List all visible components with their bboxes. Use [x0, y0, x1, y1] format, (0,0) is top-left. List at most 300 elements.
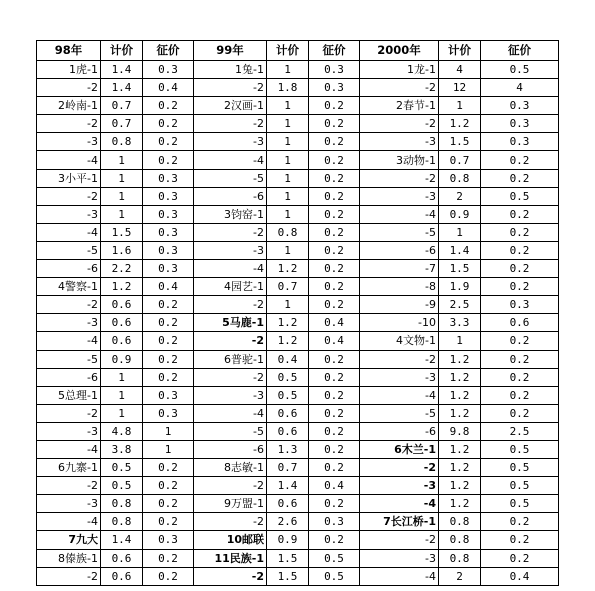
table-row	[37, 386, 559, 404]
postage-value-cell: 0.3	[143, 241, 194, 259]
face-value-cell: 0.8	[101, 495, 143, 513]
face-value-cell: 1	[267, 133, 309, 151]
postage-value-cell: 0.3	[143, 223, 194, 241]
face-value-cell: 1.2	[267, 260, 309, 278]
stamp-label-cell: 2春节-1	[360, 97, 439, 115]
stamp-label-cell: 2汉画-1	[194, 97, 267, 115]
face-value-cell: 0.5	[101, 477, 143, 495]
postage-value-cell: 1	[143, 422, 194, 440]
face-value-cell: 1.2	[267, 314, 309, 332]
postage-value-cell: 0.2	[143, 477, 194, 495]
postage-value-cell: 0.2	[481, 260, 559, 278]
postage-value-cell: 0.3	[481, 133, 559, 151]
table-row	[37, 549, 559, 567]
stamp-label-cell: 3动物-1	[360, 151, 439, 169]
stamp-label-cell: -5	[360, 223, 439, 241]
postage-value-cell: 0.2	[143, 296, 194, 314]
postage-value-cell: 0.3	[143, 386, 194, 404]
stamp-label-cell: -3	[37, 205, 101, 223]
table-row	[37, 133, 559, 151]
postage-value-cell: 0.2	[143, 133, 194, 151]
postage-value-cell: 0.3	[143, 187, 194, 205]
postage-value-cell: 0.2	[309, 187, 360, 205]
table-row	[37, 440, 559, 458]
face-value-cell: 0.6	[101, 332, 143, 350]
face-value-cell: 1	[101, 187, 143, 205]
postage-value-cell: 0.2	[309, 296, 360, 314]
stamp-label-cell: -5	[37, 350, 101, 368]
table-row	[37, 61, 559, 79]
face-value-cell: 1	[267, 151, 309, 169]
postage-value-cell: 2.5	[481, 422, 559, 440]
table-row	[37, 223, 559, 241]
postage-value-cell: 0.4	[309, 332, 360, 350]
face-value-cell: 1.5	[267, 549, 309, 567]
postage-value-cell: 0.2	[481, 386, 559, 404]
header-cell: 计价	[101, 41, 143, 61]
postage-value-cell: 0.5	[481, 477, 559, 495]
table-row	[37, 314, 559, 332]
postage-value-cell: 0.3	[143, 61, 194, 79]
stamp-label-cell: -2	[194, 79, 267, 97]
postage-value-cell: 0.4	[309, 477, 360, 495]
postage-value-cell: 0.2	[481, 278, 559, 296]
postage-value-cell: 0.5	[481, 61, 559, 79]
postage-value-cell: 0.3	[309, 513, 360, 531]
stamp-label-cell: -4	[194, 260, 267, 278]
stamp-label-cell: -2	[194, 223, 267, 241]
face-value-cell: 1.2	[101, 278, 143, 296]
postage-value-cell: 0.2	[309, 133, 360, 151]
face-value-cell: 1	[267, 169, 309, 187]
postage-value-cell: 0.2	[481, 332, 559, 350]
stamp-label-cell: -4	[360, 205, 439, 223]
stamp-label-cell: 8志敏-1	[194, 459, 267, 477]
stamp-label-cell: -5	[360, 404, 439, 422]
face-value-cell: 0.9	[267, 531, 309, 549]
postage-value-cell: 0.2	[309, 97, 360, 115]
face-value-cell: 1.2	[439, 495, 481, 513]
stamp-label-cell: 1龙-1	[360, 61, 439, 79]
table-row	[37, 368, 559, 386]
face-value-cell: 2	[439, 187, 481, 205]
postage-value-cell: 0.2	[481, 223, 559, 241]
table-row	[37, 115, 559, 133]
stamp-label-cell: -6	[37, 368, 101, 386]
table-row	[37, 567, 559, 585]
postage-value-cell: 0.2	[143, 567, 194, 585]
postage-value-cell: 0.3	[143, 404, 194, 422]
postage-value-cell: 0.3	[309, 61, 360, 79]
face-value-cell: 0.7	[267, 459, 309, 477]
postage-value-cell: 0.3	[481, 97, 559, 115]
header-cell: 征价	[143, 41, 194, 61]
face-value-cell: 0.7	[101, 97, 143, 115]
postage-value-cell: 0.2	[143, 332, 194, 350]
face-value-cell: 0.9	[439, 205, 481, 223]
face-value-cell: 1.6	[101, 241, 143, 259]
face-value-cell: 0.8	[439, 513, 481, 531]
face-value-cell: 1	[439, 97, 481, 115]
face-value-cell: 9.8	[439, 422, 481, 440]
face-value-cell: 1.2	[267, 332, 309, 350]
stamp-label-cell: -3	[360, 549, 439, 567]
header-cell: 98年	[37, 41, 101, 61]
postage-value-cell: 0.2	[309, 278, 360, 296]
face-value-cell: 1	[101, 151, 143, 169]
stamp-label-cell: 7长江桥-1	[360, 513, 439, 531]
stamp-label-cell: 8傣族-1	[37, 549, 101, 567]
face-value-cell: 1	[267, 187, 309, 205]
face-value-cell: 3.8	[101, 440, 143, 458]
stamp-label-cell: -4	[360, 495, 439, 513]
stamp-label-cell: -3	[360, 187, 439, 205]
stamp-label-cell: -6	[194, 440, 267, 458]
postage-value-cell: 0.2	[309, 422, 360, 440]
face-value-cell: 1.2	[439, 115, 481, 133]
postage-value-cell: 0.2	[309, 440, 360, 458]
header-row	[37, 41, 559, 61]
stamp-label-cell: -2	[194, 567, 267, 585]
stamp-label-cell: -3	[360, 133, 439, 151]
face-value-cell: 1	[101, 386, 143, 404]
face-value-cell: 0.6	[101, 296, 143, 314]
header-cell: 计价	[267, 41, 309, 61]
stamp-label-cell: -6	[37, 260, 101, 278]
face-value-cell: 0.7	[439, 151, 481, 169]
stamp-label-cell: -3	[37, 133, 101, 151]
postage-value-cell: 0.2	[309, 368, 360, 386]
postage-value-cell: 0.2	[143, 314, 194, 332]
table-row	[37, 332, 559, 350]
stamp-label-cell: -2	[360, 169, 439, 187]
face-value-cell: 0.6	[267, 422, 309, 440]
face-value-cell: 1	[267, 97, 309, 115]
header-cell: 征价	[481, 41, 559, 61]
face-value-cell: 1.4	[101, 79, 143, 97]
face-value-cell: 0.8	[439, 531, 481, 549]
face-value-cell: 0.4	[267, 350, 309, 368]
postage-value-cell: 0.5	[481, 459, 559, 477]
table-row	[37, 404, 559, 422]
stamp-label-cell: 4警察-1	[37, 278, 101, 296]
stamp-label-cell: 11民族-1	[194, 549, 267, 567]
face-value-cell: 4	[439, 61, 481, 79]
postage-value-cell: 0.2	[309, 350, 360, 368]
table-row	[37, 495, 559, 513]
header-cell: 99年	[194, 41, 267, 61]
postage-value-cell: 0.2	[481, 350, 559, 368]
face-value-cell: 1.3	[267, 440, 309, 458]
stamp-label-cell: -2	[37, 79, 101, 97]
stamp-label-cell: 2岭南-1	[37, 97, 101, 115]
face-value-cell: 1	[101, 368, 143, 386]
face-value-cell: 2.5	[439, 296, 481, 314]
postage-value-cell: 0.3	[481, 296, 559, 314]
header-cell: 计价	[439, 41, 481, 61]
postage-value-cell: 0.5	[481, 495, 559, 513]
postage-value-cell: 0.2	[143, 495, 194, 513]
face-value-cell: 0.6	[101, 314, 143, 332]
face-value-cell: 2.6	[267, 513, 309, 531]
table-row	[37, 459, 559, 477]
postage-value-cell: 0.2	[309, 223, 360, 241]
stamp-label-cell: -4	[37, 513, 101, 531]
face-value-cell: 1.2	[439, 404, 481, 422]
face-value-cell: 1.2	[439, 350, 481, 368]
stamp-label-cell: 10邮联	[194, 531, 267, 549]
postage-value-cell: 0.4	[143, 278, 194, 296]
postage-value-cell: 0.2	[309, 205, 360, 223]
face-value-cell: 1	[101, 205, 143, 223]
stamp-label-cell: 9万盟-1	[194, 495, 267, 513]
stamp-label-cell: -3	[37, 422, 101, 440]
stamp-label-cell: -4	[37, 332, 101, 350]
stamp-label-cell: 7九大	[37, 531, 101, 549]
face-value-cell: 0.7	[101, 115, 143, 133]
face-value-cell: 0.9	[101, 350, 143, 368]
table-row	[37, 296, 559, 314]
face-value-cell: 1	[439, 223, 481, 241]
stamp-label-cell: -6	[360, 241, 439, 259]
face-value-cell: 0.7	[267, 278, 309, 296]
stamp-label-cell: -5	[194, 422, 267, 440]
face-value-cell: 1	[267, 61, 309, 79]
stamp-label-cell: -4	[194, 151, 267, 169]
stamp-label-cell: 6普驼-1	[194, 350, 267, 368]
face-value-cell: 1.8	[267, 79, 309, 97]
table-row	[37, 531, 559, 549]
postage-value-cell: 0.3	[309, 79, 360, 97]
stamp-label-cell: 3钧窑-1	[194, 205, 267, 223]
stamp-label-cell: -2	[194, 368, 267, 386]
postage-value-cell: 0.4	[143, 79, 194, 97]
stamp-label-cell: 6九寨-1	[37, 459, 101, 477]
postage-value-cell: 0.2	[309, 260, 360, 278]
postage-value-cell: 0.2	[481, 404, 559, 422]
postage-value-cell: 0.2	[481, 241, 559, 259]
postage-value-cell: 0.5	[309, 549, 360, 567]
face-value-cell: 0.8	[439, 549, 481, 567]
face-value-cell: 1.9	[439, 278, 481, 296]
stamp-label-cell: -2	[360, 459, 439, 477]
face-value-cell: 1.5	[101, 223, 143, 241]
postage-value-cell: 0.2	[143, 115, 194, 133]
face-value-cell: 1.5	[439, 133, 481, 151]
stamp-label-cell: -2	[194, 296, 267, 314]
face-value-cell: 0.5	[101, 459, 143, 477]
stamp-label-cell: -3	[194, 386, 267, 404]
stamp-label-cell: 1虎-1	[37, 61, 101, 79]
table-body	[37, 61, 559, 586]
postage-value-cell: 0.2	[143, 513, 194, 531]
postage-value-cell: 0.2	[309, 151, 360, 169]
face-value-cell: 1.2	[439, 477, 481, 495]
postage-value-cell: 0.2	[481, 549, 559, 567]
face-value-cell: 1.4	[101, 531, 143, 549]
stamp-label-cell: -2	[360, 531, 439, 549]
postage-value-cell: 0.2	[309, 169, 360, 187]
postage-value-cell: 0.2	[143, 459, 194, 477]
postage-value-cell: 0.2	[481, 205, 559, 223]
table-row	[37, 187, 559, 205]
stamp-label-cell: -4	[37, 223, 101, 241]
table-row	[37, 513, 559, 531]
postage-value-cell: 0.4	[481, 567, 559, 585]
face-value-cell: 1	[267, 296, 309, 314]
face-value-cell: 0.8	[267, 223, 309, 241]
stamp-label-cell: -2	[37, 567, 101, 585]
postage-value-cell: 0.2	[309, 241, 360, 259]
table-row	[37, 97, 559, 115]
stamp-label-cell: -2	[37, 404, 101, 422]
table-row	[37, 477, 559, 495]
stamp-label-cell: 5总理-1	[37, 386, 101, 404]
stamp-label-cell: 5马鹿-1	[194, 314, 267, 332]
stamp-label-cell: -4	[37, 151, 101, 169]
stamp-label-cell: -5	[37, 241, 101, 259]
postage-value-cell: 0.2	[143, 350, 194, 368]
face-value-cell: 1.2	[439, 440, 481, 458]
stamp-label-cell: -7	[360, 260, 439, 278]
stamp-label-cell: 1兔-1	[194, 61, 267, 79]
postage-value-cell: 0.2	[143, 549, 194, 567]
face-value-cell: 0.6	[101, 567, 143, 585]
stamp-label-cell: -2	[37, 477, 101, 495]
stamp-label-cell: -2	[194, 115, 267, 133]
postage-value-cell: 0.2	[309, 495, 360, 513]
stamp-label-cell: -3	[37, 495, 101, 513]
face-value-cell: 0.6	[267, 404, 309, 422]
stamp-label-cell: 6木兰-1	[360, 440, 439, 458]
postage-value-cell: 0.2	[309, 459, 360, 477]
stamp-label-cell: -3	[37, 314, 101, 332]
postage-value-cell: 0.2	[143, 368, 194, 386]
table-row	[37, 350, 559, 368]
stamp-label-cell: -2	[194, 332, 267, 350]
postage-value-cell: 0.2	[309, 115, 360, 133]
header-cell: 2000年	[360, 41, 439, 61]
postage-value-cell: 0.2	[309, 386, 360, 404]
postage-value-cell: 0.5	[309, 567, 360, 585]
postage-value-cell: 4	[481, 79, 559, 97]
face-value-cell: 1	[101, 404, 143, 422]
stamp-label-cell: -3	[360, 477, 439, 495]
face-value-cell: 1	[439, 332, 481, 350]
table-row	[37, 260, 559, 278]
face-value-cell: 1.2	[439, 386, 481, 404]
stamp-label-cell: -6	[194, 187, 267, 205]
table-row	[37, 205, 559, 223]
postage-value-cell: 0.2	[481, 531, 559, 549]
postage-value-cell: 0.5	[481, 440, 559, 458]
postage-value-cell: 0.2	[143, 151, 194, 169]
postage-value-cell: 0.2	[143, 97, 194, 115]
stamp-label-cell: -4	[37, 440, 101, 458]
stamp-label-cell: -4	[360, 567, 439, 585]
stamp-label-cell: -2	[360, 350, 439, 368]
stamp-label-cell: -2	[37, 115, 101, 133]
face-value-cell: 1.5	[267, 567, 309, 585]
table-row	[37, 169, 559, 187]
stamp-label-cell: -10	[360, 314, 439, 332]
stamp-price-table	[36, 40, 559, 586]
face-value-cell: 12	[439, 79, 481, 97]
stamp-label-cell: 4园艺-1	[194, 278, 267, 296]
postage-value-cell: 0.2	[481, 368, 559, 386]
face-value-cell: 1.2	[439, 459, 481, 477]
stamp-label-cell: 3小平-1	[37, 169, 101, 187]
postage-value-cell: 0.2	[309, 404, 360, 422]
face-value-cell: 1	[267, 115, 309, 133]
postage-value-cell: 1	[143, 440, 194, 458]
postage-value-cell: 0.3	[481, 115, 559, 133]
table-row	[37, 151, 559, 169]
stamp-label-cell: -4	[360, 386, 439, 404]
postage-value-cell: 0.3	[143, 169, 194, 187]
face-value-cell: 0.5	[267, 386, 309, 404]
postage-value-cell: 0.3	[143, 205, 194, 223]
postage-value-cell: 0.2	[481, 513, 559, 531]
table-row	[37, 79, 559, 97]
table-row	[37, 278, 559, 296]
postage-value-cell: 0.3	[143, 260, 194, 278]
stamp-label-cell: -2	[194, 513, 267, 531]
face-value-cell: 0.6	[267, 495, 309, 513]
stamp-label-cell: 4文物-1	[360, 332, 439, 350]
face-value-cell: 1.4	[101, 61, 143, 79]
face-value-cell: 1	[101, 169, 143, 187]
stamp-label-cell: -3	[194, 241, 267, 259]
table-row	[37, 422, 559, 440]
face-value-cell: 0.5	[267, 368, 309, 386]
postage-value-cell: 0.2	[309, 531, 360, 549]
stamp-label-cell: -2	[37, 296, 101, 314]
face-value-cell: 1.4	[439, 241, 481, 259]
stamp-label-cell: -3	[194, 133, 267, 151]
stamp-label-cell: -2	[360, 115, 439, 133]
face-value-cell: 4.8	[101, 422, 143, 440]
stamp-label-cell: -5	[194, 169, 267, 187]
table-row	[37, 241, 559, 259]
postage-value-cell: 0.2	[481, 151, 559, 169]
stamp-label-cell: -6	[360, 422, 439, 440]
face-value-cell: 0.8	[439, 169, 481, 187]
face-value-cell: 0.6	[101, 549, 143, 567]
postage-value-cell: 0.2	[481, 169, 559, 187]
postage-value-cell: 0.6	[481, 314, 559, 332]
face-value-cell: 0.8	[101, 133, 143, 151]
face-value-cell: 1	[267, 241, 309, 259]
stamp-label-cell: -2	[360, 79, 439, 97]
face-value-cell: 1.5	[439, 260, 481, 278]
stamp-label-cell: -2	[37, 187, 101, 205]
postage-value-cell: 0.4	[309, 314, 360, 332]
face-value-cell: 1.4	[267, 477, 309, 495]
stamp-label-cell: -4	[194, 404, 267, 422]
postage-value-cell: 0.3	[143, 531, 194, 549]
stamp-label-cell: -9	[360, 296, 439, 314]
face-value-cell: 2.2	[101, 260, 143, 278]
stamp-label-cell: -3	[360, 368, 439, 386]
face-value-cell: 3.3	[439, 314, 481, 332]
face-value-cell: 0.8	[101, 513, 143, 531]
stamp-label-cell: -8	[360, 278, 439, 296]
header-cell: 征价	[309, 41, 360, 61]
face-value-cell: 2	[439, 567, 481, 585]
face-value-cell: 1.2	[439, 368, 481, 386]
stamp-label-cell: -2	[194, 477, 267, 495]
